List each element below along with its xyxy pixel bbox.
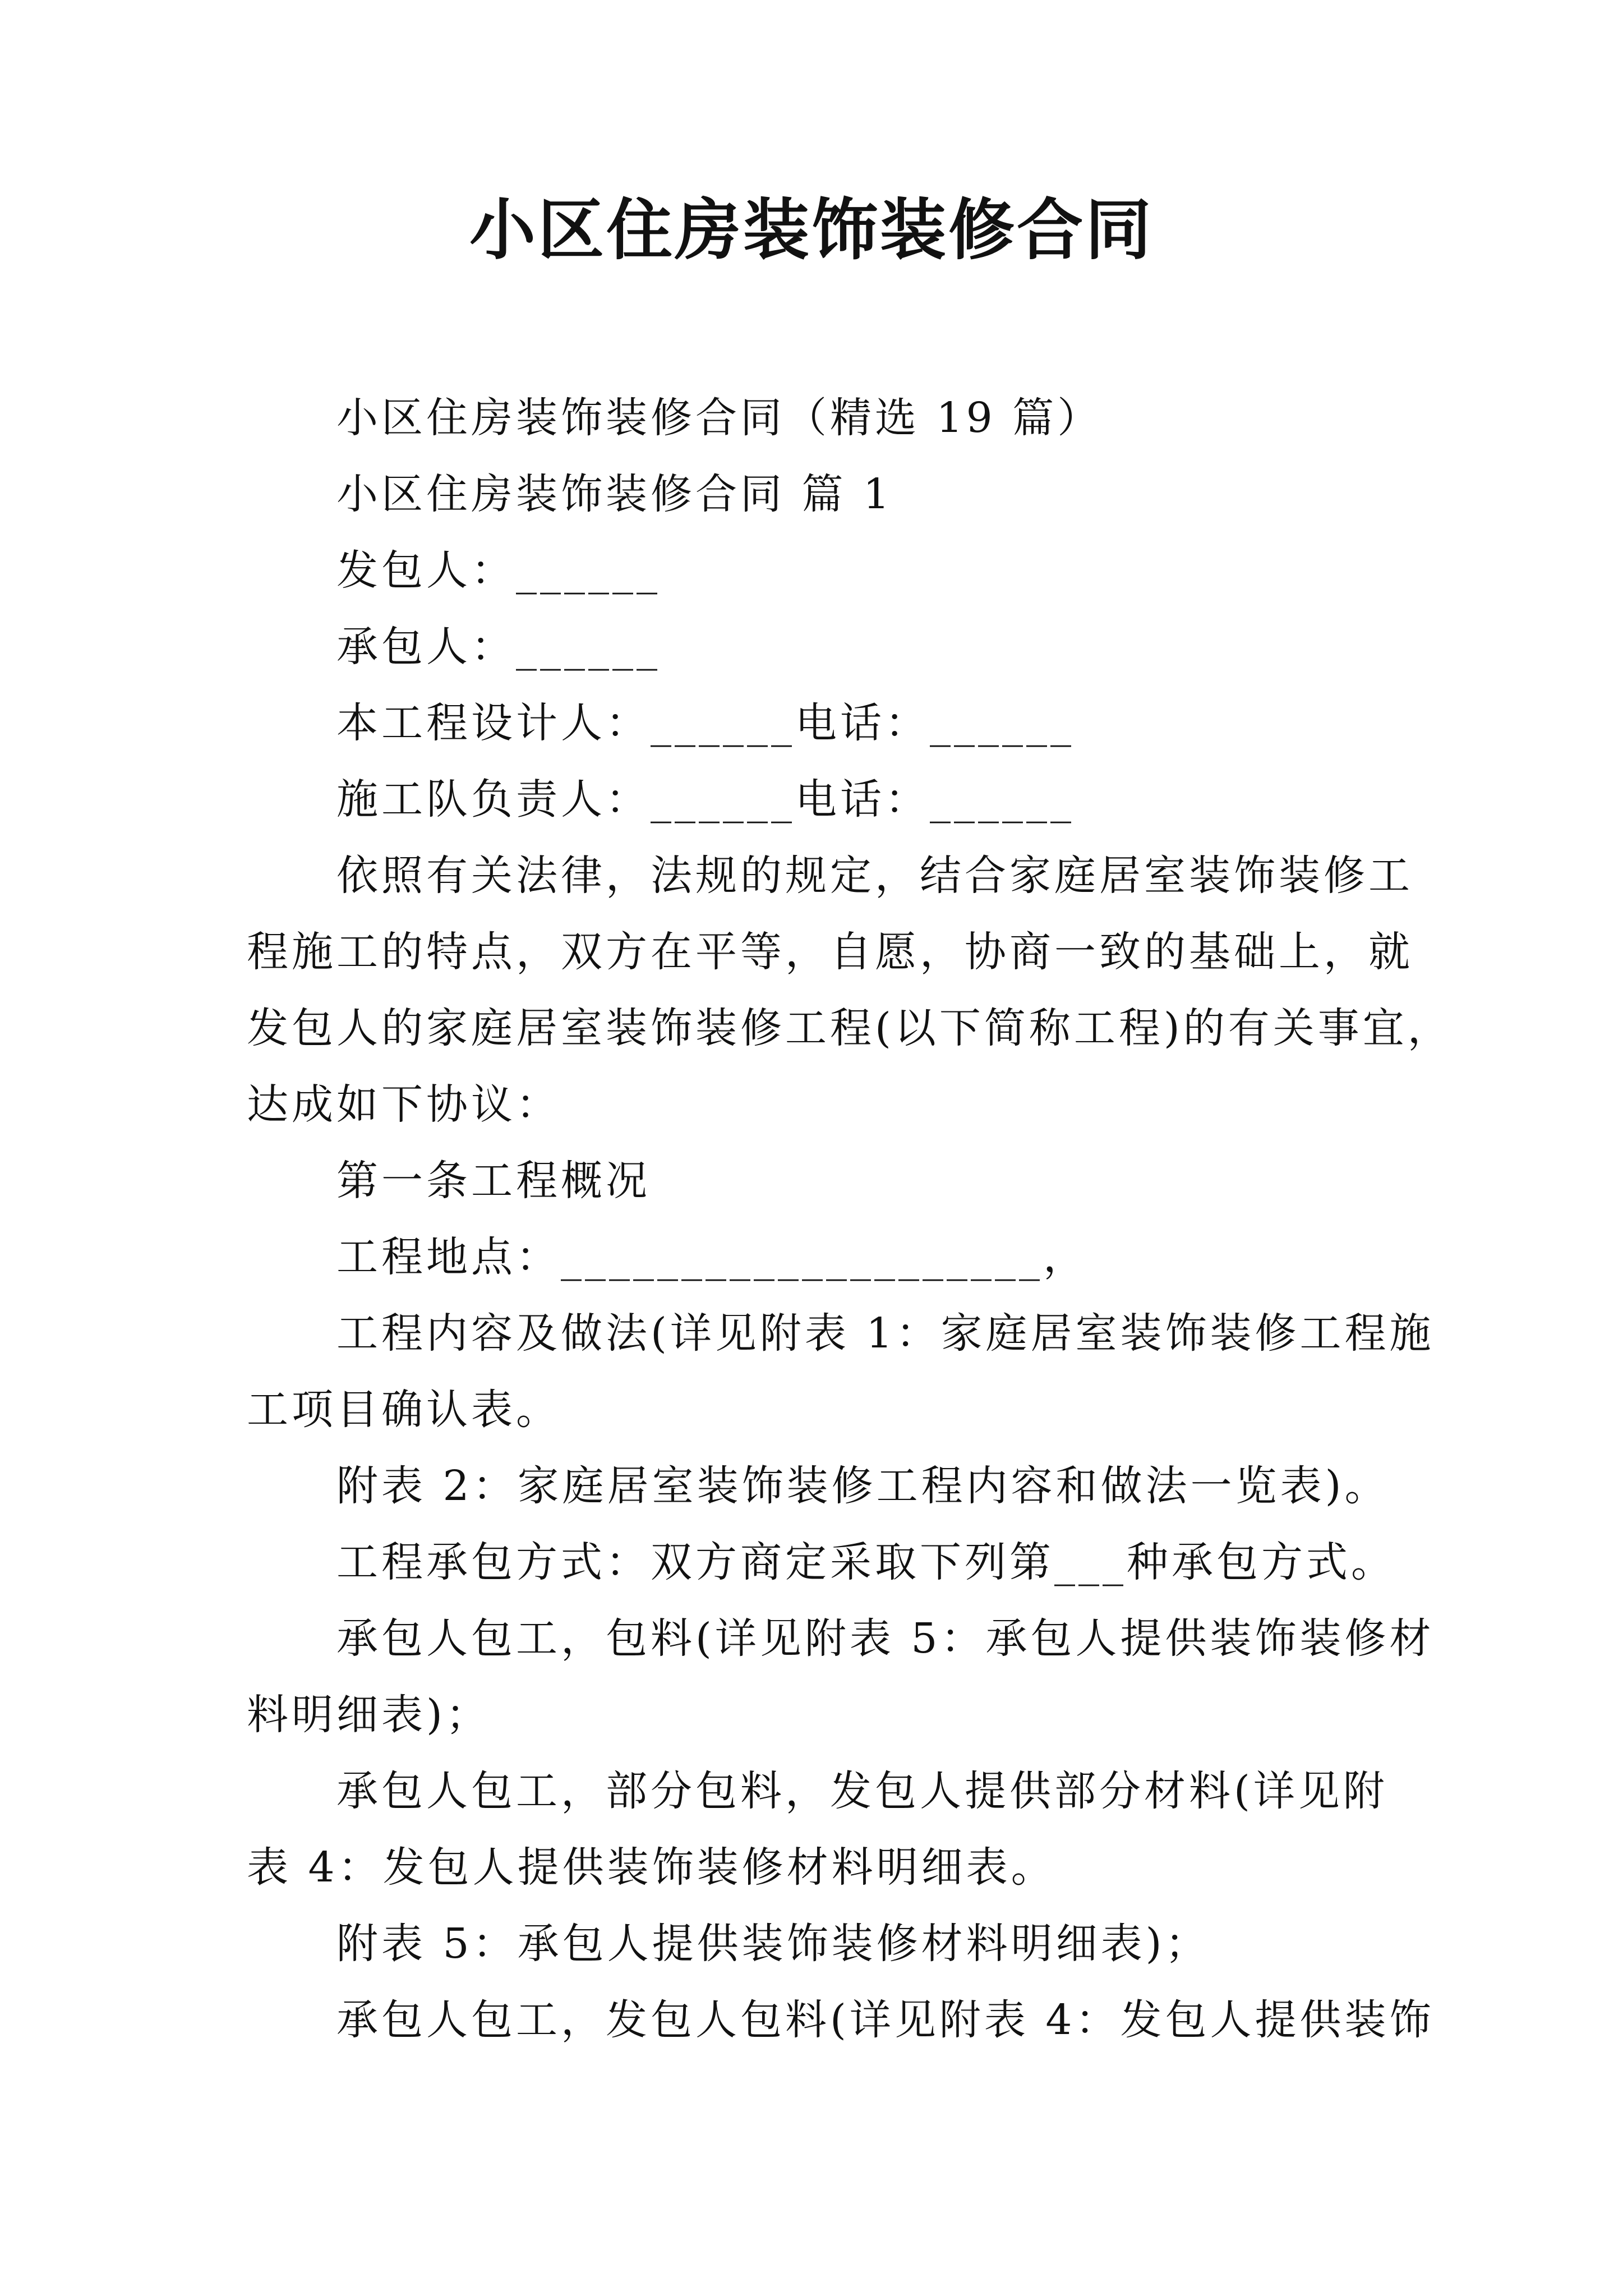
paragraph-line: 承包人包工，部分包料，发包人提供部分材料(详见附 [336, 1767, 1388, 1815]
designer-field: 本工程设计人：______电话：______ [336, 699, 1075, 747]
paragraph-line: 料明细表)； [247, 1691, 491, 1739]
paragraph-line: 发包人的家庭居室装饰装修工程(以下简称工程)的有关事宜， [247, 1004, 1453, 1052]
paragraph-line: 程施工的特点，双方在平等，自愿，协商一致的基础上，就 [247, 928, 1413, 976]
paragraph-line: 承包人包工，包料(详见附表 5：承包人提供装饰装修材 [336, 1614, 1435, 1663]
paragraph-line: 附表 2：家庭居室装饰装修工程内容和做法一览表)。 [336, 1462, 1390, 1510]
paragraph-line: 工程内容及做法(详见附表 1：家庭居室装饰装修工程施 [336, 1309, 1435, 1358]
paragraph-line: 附表 5：承包人提供装饰装修材料明细表)； [336, 1920, 1210, 1968]
paragraph-line: 达成如下协议： [247, 1080, 561, 1129]
article-heading: 第一条工程概况 [336, 1157, 651, 1205]
paragraph-line: 工程承包方式：双方商定采取下列第___种承包方式。 [336, 1538, 1396, 1586]
contractor-field: 承包人：______ [336, 623, 661, 671]
location-field: 工程地点：____________________， [336, 1233, 1088, 1281]
client-field: 发包人：______ [336, 546, 661, 595]
paragraph-line: 依照有关法律，法规的规定，结合家庭居室装饰装修工 [336, 852, 1413, 900]
document-title: 小区住房装饰装修合同 [469, 191, 1154, 269]
paragraph-line: 承包人包工，发包人包料(详见附表 4：发包人提供装饰 [336, 1996, 1435, 2044]
team-leader-field: 施工队负责人：______电话：______ [336, 775, 1075, 823]
section-heading: 小区住房装饰装修合同 篇 1 [336, 470, 893, 518]
paragraph-line: 表 4：发包人提供装饰装修材料明细表。 [247, 1843, 1056, 1892]
paragraph-line: 工项目确认表。 [247, 1386, 561, 1434]
subtitle-line: 小区住房装饰装修合同（精选 19 篇） [336, 394, 1103, 442]
